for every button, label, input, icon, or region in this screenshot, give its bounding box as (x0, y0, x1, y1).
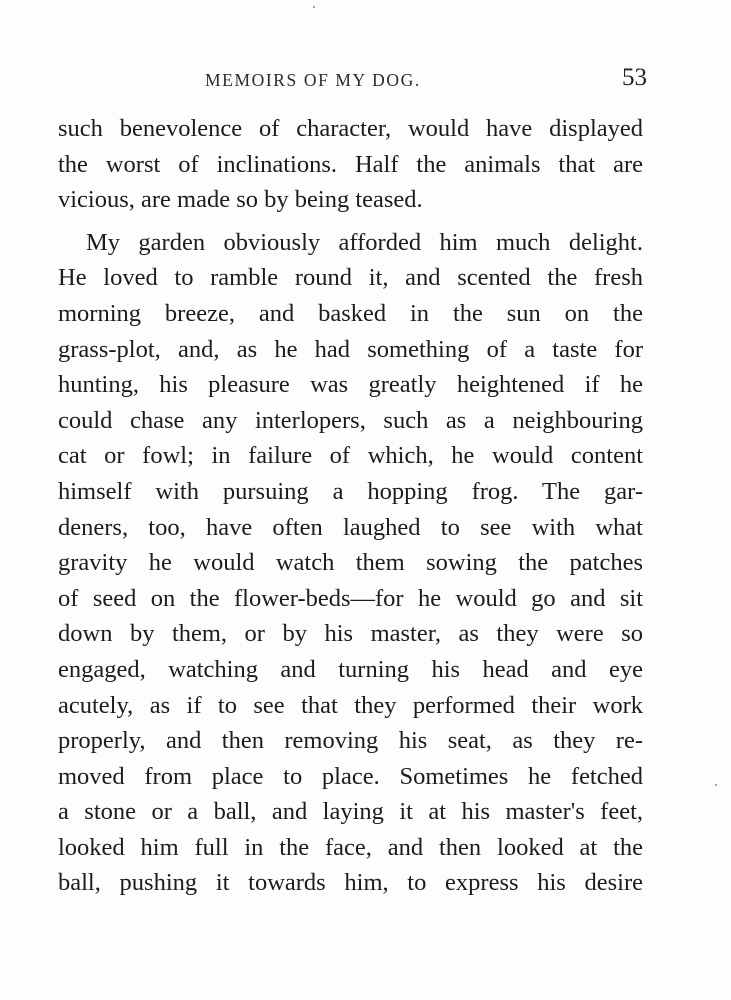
text-line: deners, too, have often laughed to see with what (58, 513, 643, 541)
paragraph (58, 111, 643, 218)
text-line: properly, and then removing his seat, as they re- (58, 727, 643, 755)
text-line: could chase any interlopers, such as a neighbouring (58, 406, 643, 434)
text-line: cat or fowl; in failure of which, he would content (58, 442, 643, 470)
paper-speck (313, 6, 315, 8)
text-line: grass-plot, and, as he had something of a taste for (58, 335, 643, 363)
running-title: MEMOIRS OF MY DOG. (205, 70, 421, 90)
text-line: vicious, are made so by being teased. (58, 186, 423, 214)
text-line: looked him full in the face, and then looked at the (58, 833, 643, 861)
text-line: the worst of inclinations. Half the animals that are (58, 150, 643, 178)
running-header (58, 64, 653, 98)
text-line: morning breeze, and basked in the sun on the (58, 299, 643, 327)
text-line: hunting, his pleasure was greatly heightened if he (58, 371, 643, 399)
text-line: himself with pursuing a hopping frog. The gar- (58, 477, 643, 505)
text-line: such benevolence of character, would have displayed (58, 115, 643, 142)
text-line: ball, pushing it towards him, to express his desire (58, 869, 643, 897)
paragraph (58, 225, 643, 901)
text-line: gravity he would watch them sowing the patches (58, 549, 643, 577)
text-line: He loved to ramble round it, and scented the fresh (58, 264, 643, 292)
text-line: engaged, watching and turning his head and eye (58, 655, 643, 683)
text-line: of seed on the flower-beds—for he would go and sit (58, 584, 643, 612)
paper-speck (715, 784, 717, 786)
page-number: 53 (622, 64, 647, 91)
text-line: acutely, as if to see that they performed their work (58, 691, 643, 719)
text-line: My garden obviously afforded him much delight. (86, 228, 643, 256)
body-text (58, 111, 643, 901)
text-line: down by them, or by his master, as they were so (58, 620, 643, 648)
text-line: moved from place to place. Sometimes he fetched (58, 762, 643, 790)
text-line: a stone or a ball, and laying it at his master's feet, (58, 798, 643, 826)
